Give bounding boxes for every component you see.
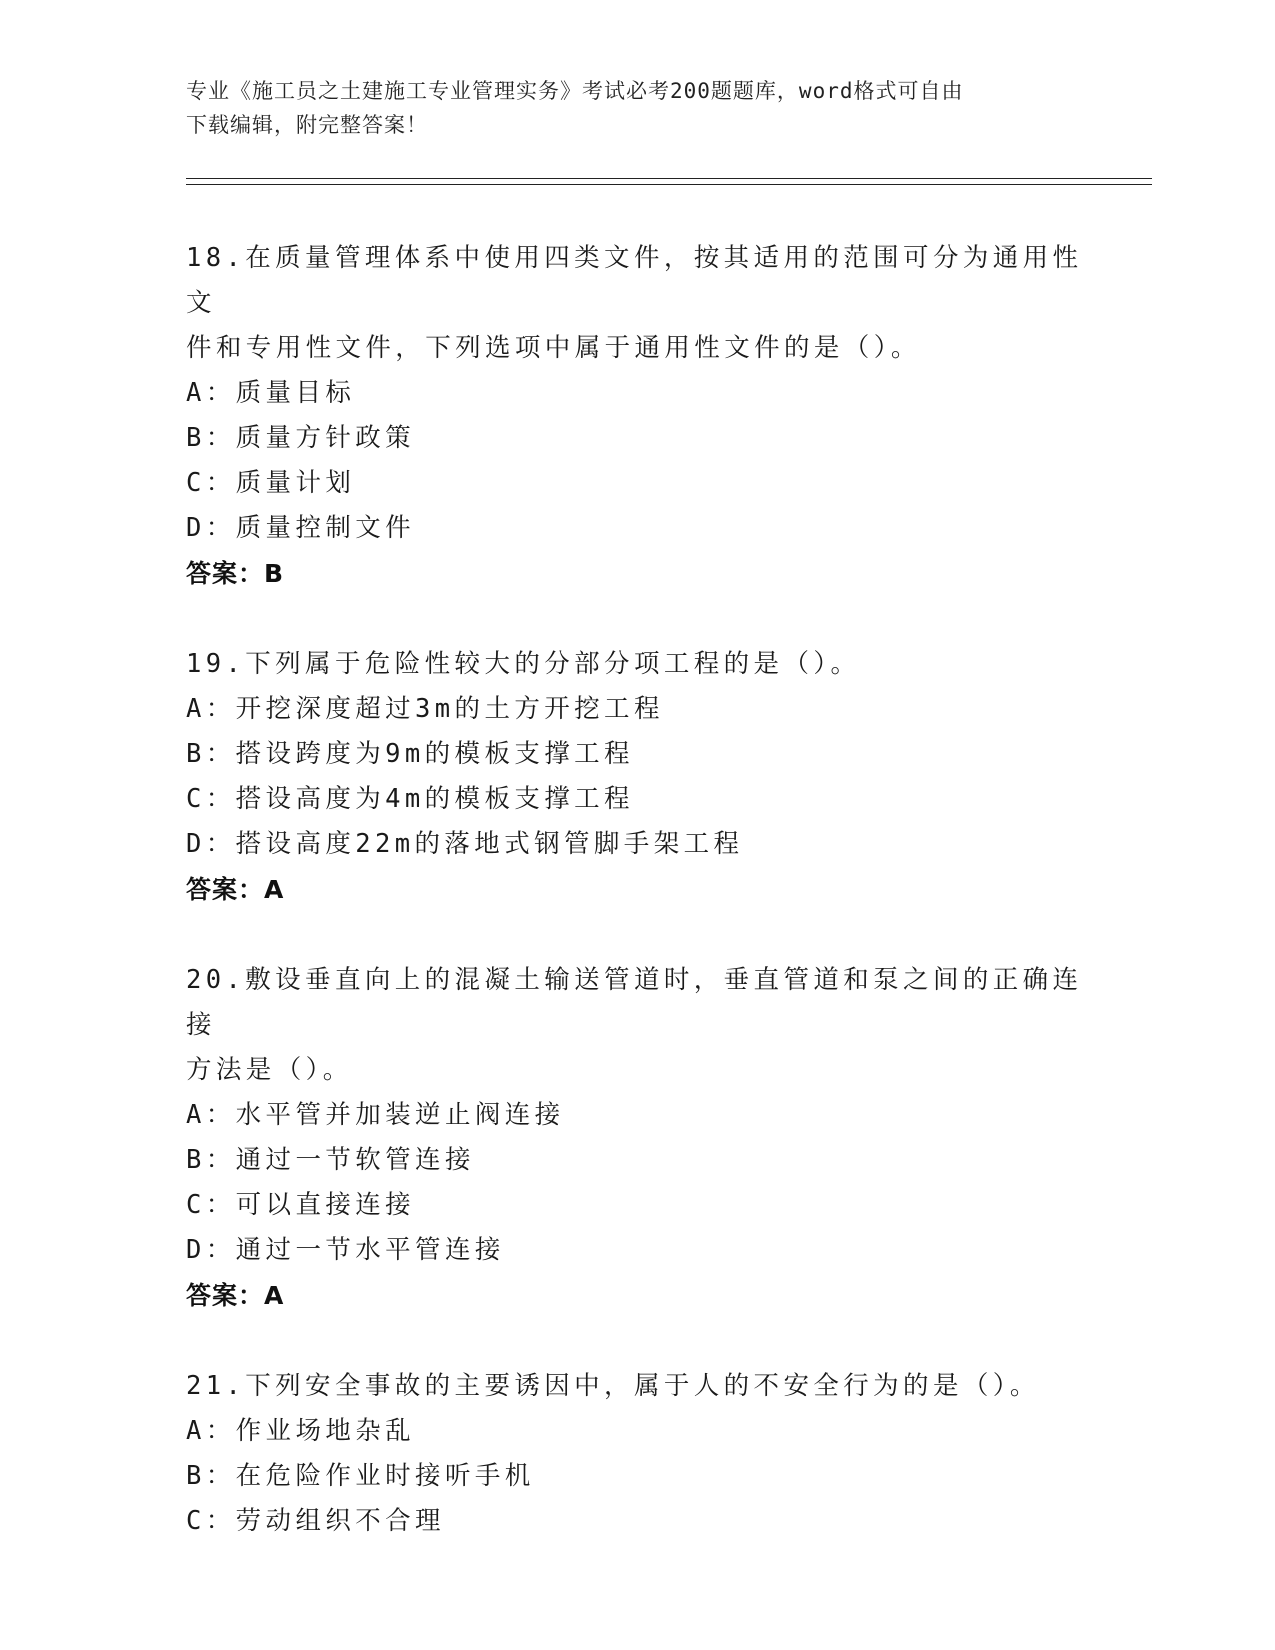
option-b: B：搭设跨度为9m的模板支撑工程 [186, 739, 634, 769]
answer-line: 答案：B [186, 559, 285, 588]
option-a: A：开挖深度超过3m的土方开挖工程 [186, 694, 664, 724]
option-a: A：质量目标 [186, 378, 356, 408]
option-d: D：搭设高度22m的落地式钢管脚手架工程 [186, 829, 744, 859]
question-list [186, 236, 1086, 1544]
header-line-1: 专业《施工员之土建施工专业管理实务》考试必考200题题库，word格式可自由 [186, 79, 964, 103]
answer-line: 答案：A [186, 875, 285, 904]
question-18 [186, 236, 1086, 596]
option-b: B：质量方针政策 [186, 423, 416, 453]
header-line-2: 下载编辑，附完整答案！ [186, 113, 428, 137]
header-divider-bottom [186, 184, 1152, 185]
option-a: A：作业场地杂乱 [186, 1416, 416, 1446]
option-d: D：通过一节水平管连接 [186, 1235, 505, 1265]
question-20 [186, 958, 1086, 1318]
question-19 [186, 642, 1086, 912]
option-d: D：质量控制文件 [186, 513, 416, 543]
question-stem-line-2: 件和专用性文件，下列选项中属于通用性文件的是（）。 [186, 333, 921, 363]
question-stem-line-1: 20.敷设垂直向上的混凝土输送管道时，垂直管道和泵之间的正确连接 [186, 965, 1083, 1040]
question-stem-line-1: 21.下列安全事故的主要诱因中，属于人的不安全行为的是（）。 [186, 1371, 1040, 1401]
question-stem-line-1: 18.在质量管理体系中使用四类文件，按其适用的范围可分为通用性文 [186, 243, 1083, 318]
question-stem-line-1: 19.下列属于危险性较大的分部分项工程的是（）。 [186, 649, 861, 679]
answer-line: 答案：A [186, 1281, 285, 1310]
option-c: C：可以直接连接 [186, 1190, 416, 1220]
question-21 [186, 1364, 1086, 1544]
header-divider-top [186, 178, 1152, 179]
question-stem-line-2: 方法是（）。 [186, 1055, 353, 1085]
option-c: C：搭设高度为4m的模板支撑工程 [186, 784, 634, 814]
option-c: C：劳动组织不合理 [186, 1506, 445, 1536]
option-a: A：水平管并加装逆止阀连接 [186, 1100, 565, 1130]
option-c: C：质量计划 [186, 468, 356, 498]
document-header [186, 74, 1086, 142]
option-b: B：在危险作业时接听手机 [186, 1461, 535, 1491]
option-b: B：通过一节软管连接 [186, 1145, 475, 1175]
